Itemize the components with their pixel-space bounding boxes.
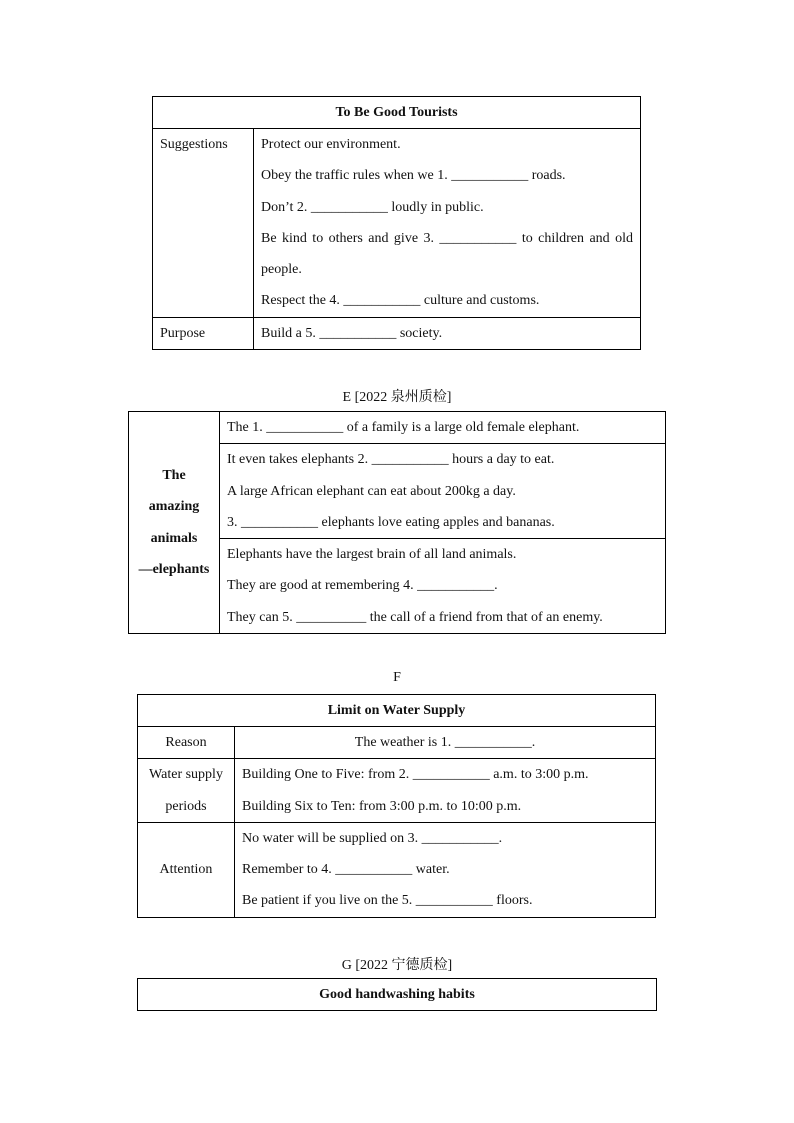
suggestions-cell (254, 129, 641, 318)
suggestion-line: Don’t 2. ___________ loudly in public. (261, 199, 484, 215)
row-label-attention: Attention (138, 822, 235, 917)
label-line: Water supply (149, 767, 223, 783)
elephant-fact-group (220, 412, 666, 444)
attention-line: Remember to 4. ___________ water. (242, 862, 450, 878)
periods-cell (235, 759, 656, 823)
attention-line: No water will be supplied on 3. ___________. (242, 830, 503, 846)
purpose-cell: Build a 5. ___________ society. (254, 317, 641, 349)
table-elephants (128, 411, 666, 634)
fact-line: Elephants have the largest brain of all land animals. (227, 547, 517, 563)
suggestion-line: Be kind to others and give 3. ___________ to children and old people. (261, 230, 633, 278)
table-good-tourists (152, 96, 641, 350)
row-label-elephants (129, 412, 220, 634)
elephant-fact-group (220, 444, 666, 539)
row-label-reason: Reason (138, 727, 235, 759)
fact-line: 3. ___________ elephants love eating apples and bananas. (227, 514, 555, 530)
label-line: The (162, 467, 186, 483)
reason-cell: The weather is 1. ___________. (235, 727, 656, 759)
row-label-periods (138, 759, 235, 823)
label-line: amazing (148, 499, 200, 515)
table-handwashing (137, 978, 657, 1011)
elephant-fact-group (220, 539, 666, 634)
table-title: To Be Good Tourists (153, 97, 641, 129)
period-line: Building One to Five: from 2. ___________ a.m. to 3:00 p.m. (242, 767, 589, 783)
suggestion-line: Obey the traffic rules when we 1. ___________ roads. (261, 168, 566, 184)
attention-line: Be patient if you live on the 5. ___________ floors. (242, 893, 533, 909)
fact-line: A large African elephant can eat about 200kg a day. (227, 483, 516, 499)
suggestion-line: Respect the 4. ___________ culture and customs. (261, 293, 540, 309)
section-caption-f: F (393, 670, 401, 685)
fact-line: The 1. ___________ of a family is a large old female elephant. (227, 420, 580, 435)
period-line: Building Six to Ten: from 3:00 p.m. to 10:00 p.m. (242, 798, 522, 814)
suggestion-line: Protect our environment. (261, 137, 401, 152)
row-label-suggestions: Suggestions (153, 129, 254, 318)
section-caption-e: E [2022 泉州质检] (342, 390, 452, 405)
attention-cell (235, 822, 656, 917)
fact-line: They are good at remembering 4. ___________. (227, 578, 498, 594)
table-title: Limit on Water Supply (138, 695, 656, 727)
table-title: Good handwashing habits (138, 979, 657, 1011)
label-line: —elephants (138, 561, 210, 577)
table-water-supply (137, 694, 656, 918)
label-line: animals (150, 530, 198, 546)
section-caption-g: G [2022 宁德质检] (341, 958, 453, 973)
fact-line: It even takes elephants 2. ___________ hours a day to eat. (227, 452, 555, 468)
label-line: periods (165, 798, 207, 814)
fact-line: They can 5. __________ the call of a friend from that of an enemy. (227, 609, 603, 625)
row-label-purpose: Purpose (153, 317, 254, 349)
